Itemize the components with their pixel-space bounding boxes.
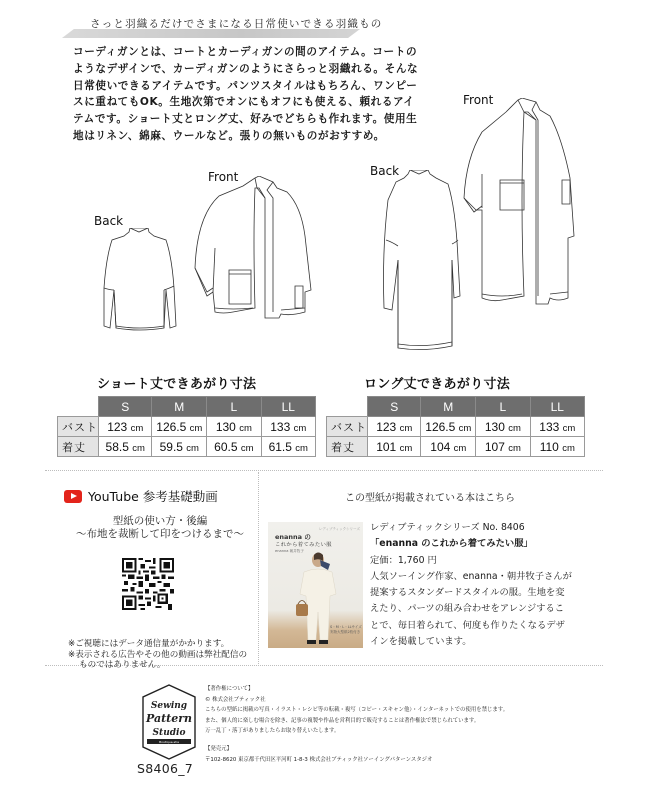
row-label: バスト: [327, 417, 368, 437]
table-cell: 110 cm: [530, 437, 584, 457]
long-back-illustration: [378, 170, 462, 352]
short-front-label: Front: [208, 170, 239, 184]
short-front-illustration: [193, 176, 315, 324]
size-header: L: [476, 397, 530, 417]
youtube-notes: [68, 639, 247, 671]
youtube-desc-line: 型紙の使い方・後編: [112, 515, 208, 527]
intro-line: スに重ねてもOK。生地次第でオンにもオフにも使える、頼れるアイ: [73, 96, 415, 109]
short-size-title: ショート丈できあがり寸法: [97, 377, 257, 392]
table-row: [58, 417, 316, 437]
book-series: レディブティックシリーズ No. 8406: [370, 522, 525, 533]
table-cell: 107 cm: [476, 437, 530, 457]
book-desc-line: 提案するスタンダードスタイルの服。生地を変: [370, 587, 565, 599]
intro-line: ようなデザインで、カーディガンのようにさらっと羽織れる。そんな: [73, 62, 419, 75]
svg-text:Boutique-sha: Boutique-sha: [159, 740, 179, 744]
size-header: S: [368, 397, 421, 417]
sewing-pattern-studio-logo: [141, 683, 197, 761]
qr-code[interactable]: [122, 558, 174, 610]
youtube-play-icon: [64, 490, 82, 503]
table-cell: 130 cm: [207, 417, 261, 437]
cover-subtitle: これから着てみたい服: [275, 542, 332, 548]
cover-series: レディブティックシリーズ: [318, 527, 360, 531]
long-front-illustration: [462, 98, 580, 326]
book-title: 「enanna のこれから着てみたい服」: [370, 538, 533, 550]
column-divider: [258, 472, 259, 664]
table-row: [327, 437, 585, 457]
youtube-description: [60, 515, 260, 541]
copyright-notice: [205, 684, 508, 765]
youtube-title: YouTube 参考基礎動画: [88, 489, 218, 504]
table-cell: 126.5 cm: [421, 417, 476, 437]
table-cell: 59.5 cm: [152, 437, 207, 457]
row-label: 着丈: [327, 437, 368, 457]
table-cell: 123 cm: [99, 417, 152, 437]
long-back-label: Back: [370, 164, 400, 178]
youtube-header: [64, 487, 218, 505]
table-row: [58, 437, 316, 457]
book-cover-image[interactable]: [268, 522, 363, 648]
legal-line: また、個人的に楽しむ場合を除き、記事の複製や作品を営利目的で販売することは著作権法で禁じられています。: [205, 717, 480, 724]
size-header: L: [207, 397, 261, 417]
long-front-label: Front: [463, 93, 494, 107]
section-divider: [45, 470, 475, 471]
book-desc-line: インを掲載しています。: [370, 636, 472, 648]
pattern-code: S8406_7: [137, 761, 194, 776]
table-cell: 133 cm: [530, 417, 584, 437]
legal-line: こちらの型紙に掲載の写真・イラスト・レシピ等の転載・複写（コピー・スキャン他）・インターネットでの使用を禁じます。: [205, 707, 509, 714]
svg-text:Pattern: Pattern: [145, 712, 193, 725]
legal-line: 万一乱丁・落丁がありましたらお取り替えいたします。: [205, 728, 340, 735]
note-line: ※表示される広告やその他の動画は弊社配信の: [68, 649, 248, 660]
size-header: M: [152, 397, 207, 417]
book-desc-line: 人気ソーイング作家、enanna・朝井牧子さんが: [370, 570, 572, 582]
long-size-table: [326, 396, 585, 457]
table-header-row: [327, 397, 585, 417]
size-header: S: [99, 397, 152, 417]
book-heading: この型紙が掲載されている本はこちら: [345, 493, 515, 504]
intro-line: テムです。ショート丈とロング丈、好みでどちらも作れます。使用生: [73, 113, 418, 126]
table-cell: 60.5 cm: [207, 437, 261, 457]
table-cell: 101 cm: [368, 437, 421, 457]
long-size-title: ロング丈できあがり寸法: [364, 377, 511, 392]
table-corner: [327, 397, 368, 417]
svg-text:Studio: Studio: [152, 728, 186, 738]
book-desc-line: とで、毎日着られて、何度も作りたくなるデザ: [370, 619, 565, 631]
table-row: [327, 417, 585, 437]
youtube-desc-line: 〜布地を裁断して印をつけるまで〜: [76, 528, 244, 540]
intro-line: 日常使いできるアイテムです。パンツスタイルはもちろん、ワンピー: [73, 79, 418, 92]
book-price: 定価：1,760 円: [370, 554, 437, 566]
size-header: LL: [261, 397, 315, 417]
row-label: バスト: [58, 417, 99, 437]
section-divider: [475, 470, 603, 471]
svg-text:Sewing: Sewing: [150, 701, 188, 711]
short-back-illustration: [98, 228, 180, 346]
note-line: ※ご視聴にはデータ通信量がかかります。: [68, 639, 230, 649]
book-info: [370, 520, 572, 650]
table-cell: 61.5 cm: [261, 437, 315, 457]
note-line: ものではありません。: [79, 660, 166, 671]
legal-heading: 【発売元】: [205, 745, 232, 752]
intro-line: 地はリネン、綿麻、ウールなど。張りの無いものがおすすめ。: [73, 129, 385, 142]
table-cell: 58.5 cm: [99, 437, 152, 457]
cover-title: enanna の: [275, 533, 311, 541]
table-cell: 130 cm: [476, 417, 530, 437]
intro-line: コーディガンとは、コートとカーディガンの間のアイテム。コートの: [73, 46, 418, 58]
short-size-table: [57, 396, 316, 457]
table-cell: 126.5 cm: [152, 417, 207, 437]
table-cell: 133 cm: [261, 417, 315, 437]
cover-author: enanna 朝井牧子: [275, 549, 304, 553]
cover-badge: S・M・L・LLサイズ 実物大型紙2枚付き: [330, 625, 362, 634]
short-back-label: Back: [94, 214, 124, 228]
tagline: さっと羽織るだけでさまになる日常使いできる羽織もの: [90, 18, 383, 30]
table-corner: [58, 397, 99, 417]
intro-paragraph: [73, 44, 419, 145]
size-header: M: [421, 397, 476, 417]
tagline-banner: [62, 16, 383, 38]
book-desc-line: えたり、パーツの組み合わせをアレンジするこ: [370, 603, 565, 615]
legal-line: © 株式会社ブティック社: [205, 696, 266, 703]
table-header-row: [58, 397, 316, 417]
legal-line: 〒102-8620 東京都千代田区平河町 1-8-3 株式会社ブティック社ソーイングパターンスタジオ: [205, 756, 433, 763]
size-header: LL: [530, 397, 584, 417]
row-label: 着丈: [58, 437, 99, 457]
table-cell: 123 cm: [368, 417, 421, 437]
legal-heading: 【著作権について】: [205, 686, 254, 692]
table-cell: 104 cm: [421, 437, 476, 457]
